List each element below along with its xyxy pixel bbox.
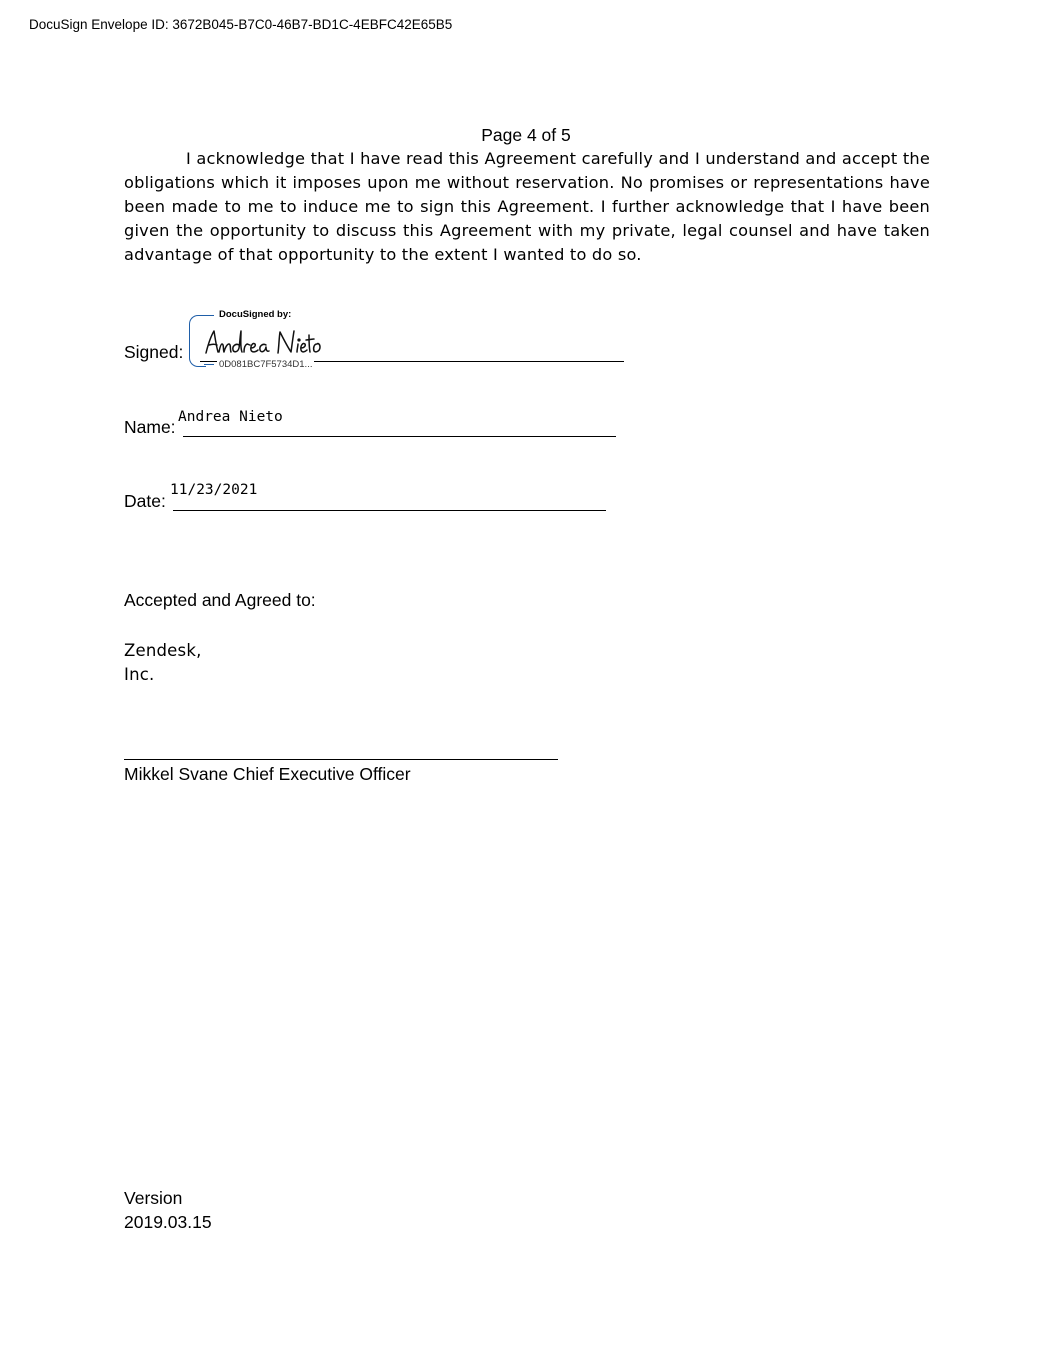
date-value: 11/23/2021 (170, 482, 258, 498)
date-line (173, 510, 606, 511)
name-value: Andrea Nieto (178, 409, 283, 425)
name-label: Name: (124, 417, 176, 437)
handwritten-signature (203, 327, 325, 359)
signature-hash: 0D081BC7F5734D1... (219, 359, 313, 370)
version-value: 2019.03.15 (124, 1212, 212, 1232)
docusigned-by-label: DocuSigned by: (219, 309, 292, 320)
acknowledgement-paragraph: I acknowledge that I have read this Agreement carefully and I understand and accept the obligations which it imposes upon me without reservation. No promises or representations have been made to me to induce me to sign this Agreement. I further acknowledge that I have been given the opportunity to discuss this Agreement with my private, legal counsel and have taken advantage of that opportunity to the extent I wanted to do so. (124, 149, 930, 264)
date-label: Date: (124, 491, 166, 511)
signatory-title: Mikkel Svane Chief Executive Officer (124, 764, 411, 784)
company-name-line1: Zendesk, (124, 641, 202, 660)
envelope-id: DocuSign Envelope ID: 3672B045-B7C0-46B7-BD1C-4EBFC42E65B5 (29, 17, 453, 32)
signed-label: Signed: (124, 342, 184, 362)
docusign-bracket-bottom (204, 364, 214, 365)
company-signature-line (124, 759, 558, 760)
accepted-heading: Accepted and Agreed to: (124, 590, 316, 610)
version-label: Version (124, 1188, 183, 1208)
page-number: Page 4 of 5 (481, 125, 571, 145)
name-line (183, 436, 616, 437)
docusign-bracket-top (204, 315, 214, 316)
company-name-line2: Inc. (124, 665, 155, 684)
